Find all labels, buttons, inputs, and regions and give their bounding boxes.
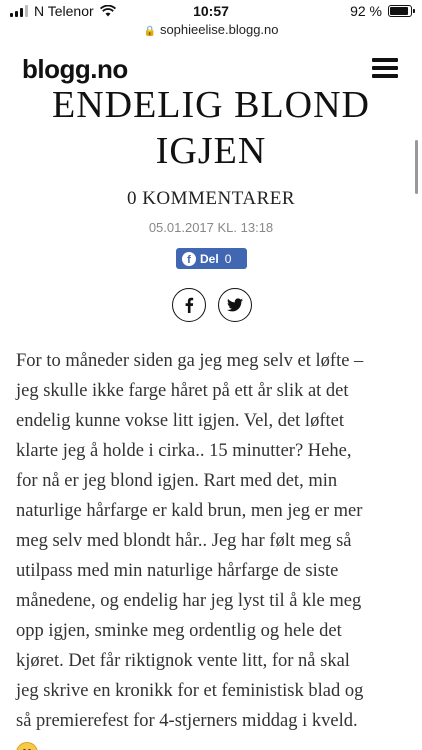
site-logo[interactable]: blogg.no [22,54,128,84]
body-line: jeg skrive en kronikk for et feministisk blad og [16,681,364,701]
status-right [350,3,412,19]
battery-icon [388,5,412,17]
hamburger-menu-icon[interactable] [372,58,398,78]
post-date: 05.01.2017 KL. 13:18 [148,220,274,235]
battery-level [390,7,408,15]
post-title [0,82,422,174]
facebook-icon[interactable] [172,288,206,322]
social-share-buttons [172,288,252,322]
post-title-line2: IGJEN [155,130,267,172]
lock-icon: 🔒 [143,26,156,37]
body-line: utilpass med min naturlige hårfarge de siste [16,561,339,581]
body-line: naturlige hårfarge er kald brun, men jeg er mer [16,501,363,521]
status-time: 10:57 [193,3,229,19]
comments-link[interactable]: 0 KOMMENTARER [126,188,296,209]
body-line: opp igjen, sminke meg ordentlig og hele det [16,621,342,641]
battery-percent: 92 % [350,3,382,19]
url-text: sophieelise.blogg.no [159,22,279,37]
share-label: Del [200,251,219,266]
facebook-share-button[interactable] [176,248,247,269]
body-line: meg selv med blondt hår.. Jeg har følt meg så [16,531,352,551]
scroll-indicator [415,140,418,194]
body-line: kjøret. Det får riktignok vente litt, for nå skal [16,651,350,671]
twitter-icon[interactable] [218,288,252,322]
body-line: endelig kunne vokse litt igjen. Vel, det løftet [16,411,344,431]
smiley-emoji-icon [16,736,412,750]
carrier-name: N Telenor [34,3,94,19]
post-body [16,346,412,750]
share-count: 0 [224,251,232,266]
post-title-line1: ENDELIG BLOND [51,84,370,126]
body-line: for nå er jeg blond igjen. Rart med det, min [16,471,338,491]
body-line: månedene, og endelig har jeg lyst til å kle meg [16,591,362,611]
body-line: så premierefest for 4-stjerners middag i kveld. [16,711,358,731]
body-line: jeg skulle ikke farge håret på ett år slik at det [16,381,349,401]
body-line: For to måneder siden ga jeg meg selv et løfte – [16,351,364,371]
url-bar[interactable] [0,22,422,42]
facebook-logo-icon: f [182,252,196,266]
body-line: klarte jeg å holde i cirka.. 15 minutter? Hehe, [16,441,352,461]
status-bar [0,0,422,22]
